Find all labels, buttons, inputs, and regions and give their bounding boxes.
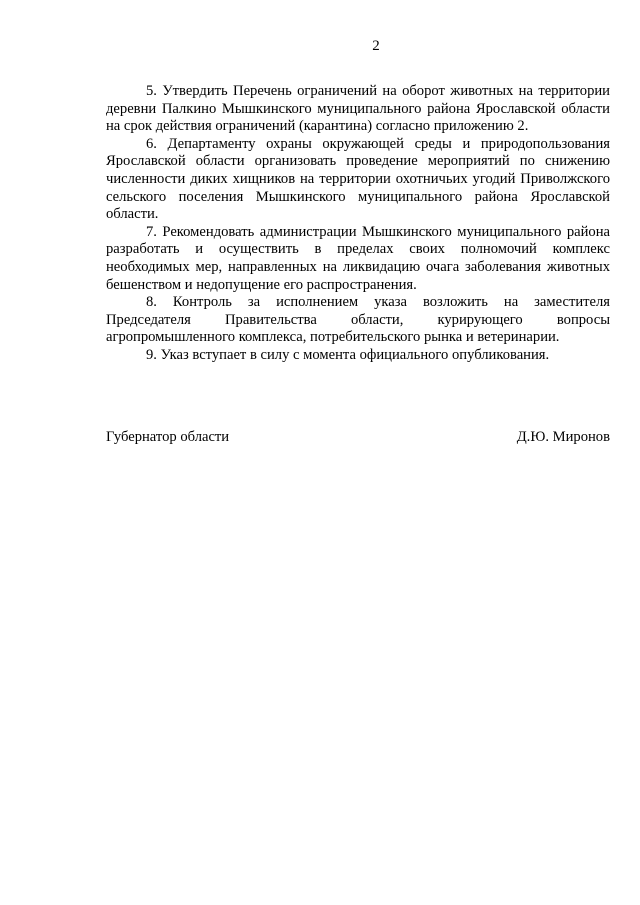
paragraph-item-9: 9. Указ вступает в силу с момента официального опубликования. [146,346,550,363]
paragraph-item-7: 7. Рекомендовать администрации Мышкинского муниципального района разработать и осуществить в пределах своих полномочий комплекс необходимых мер, направленных на ликвидацию очага заболевания животных бешенством и недопущение его распространения. [106,223,610,293]
document-body [106,83,610,365]
page-number: 2 [372,38,380,54]
signatory-position: Губернатор области [106,429,230,445]
signature-block [106,429,610,447]
paragraph-item-6: 6. Департаменту охраны окружающей среды и природопользования Ярославской области организовать проведение мероприятий по снижению численности диких хищников на территории охотничьих угодий Приволжского сельского поселения Мышкинского муниципального района Ярославской области. [106,135,610,223]
paragraph-item-5: 5. Утвердить Перечень ограничений на оборот животных на территории деревни Палкино Мышкинского муниципального района Ярославской области на срок действия ограничений (карантина) согласно приложению 2. [106,83,610,135]
signatory-name: Д.Ю. Миронов [516,429,610,445]
paragraph-item-8: 8. Контроль за исполнением указа возложить на заместителя Председателя Правительства области, курирующего вопросы агропромышленного комплекса, потребительского рынка и ветеринарии. [106,294,610,346]
